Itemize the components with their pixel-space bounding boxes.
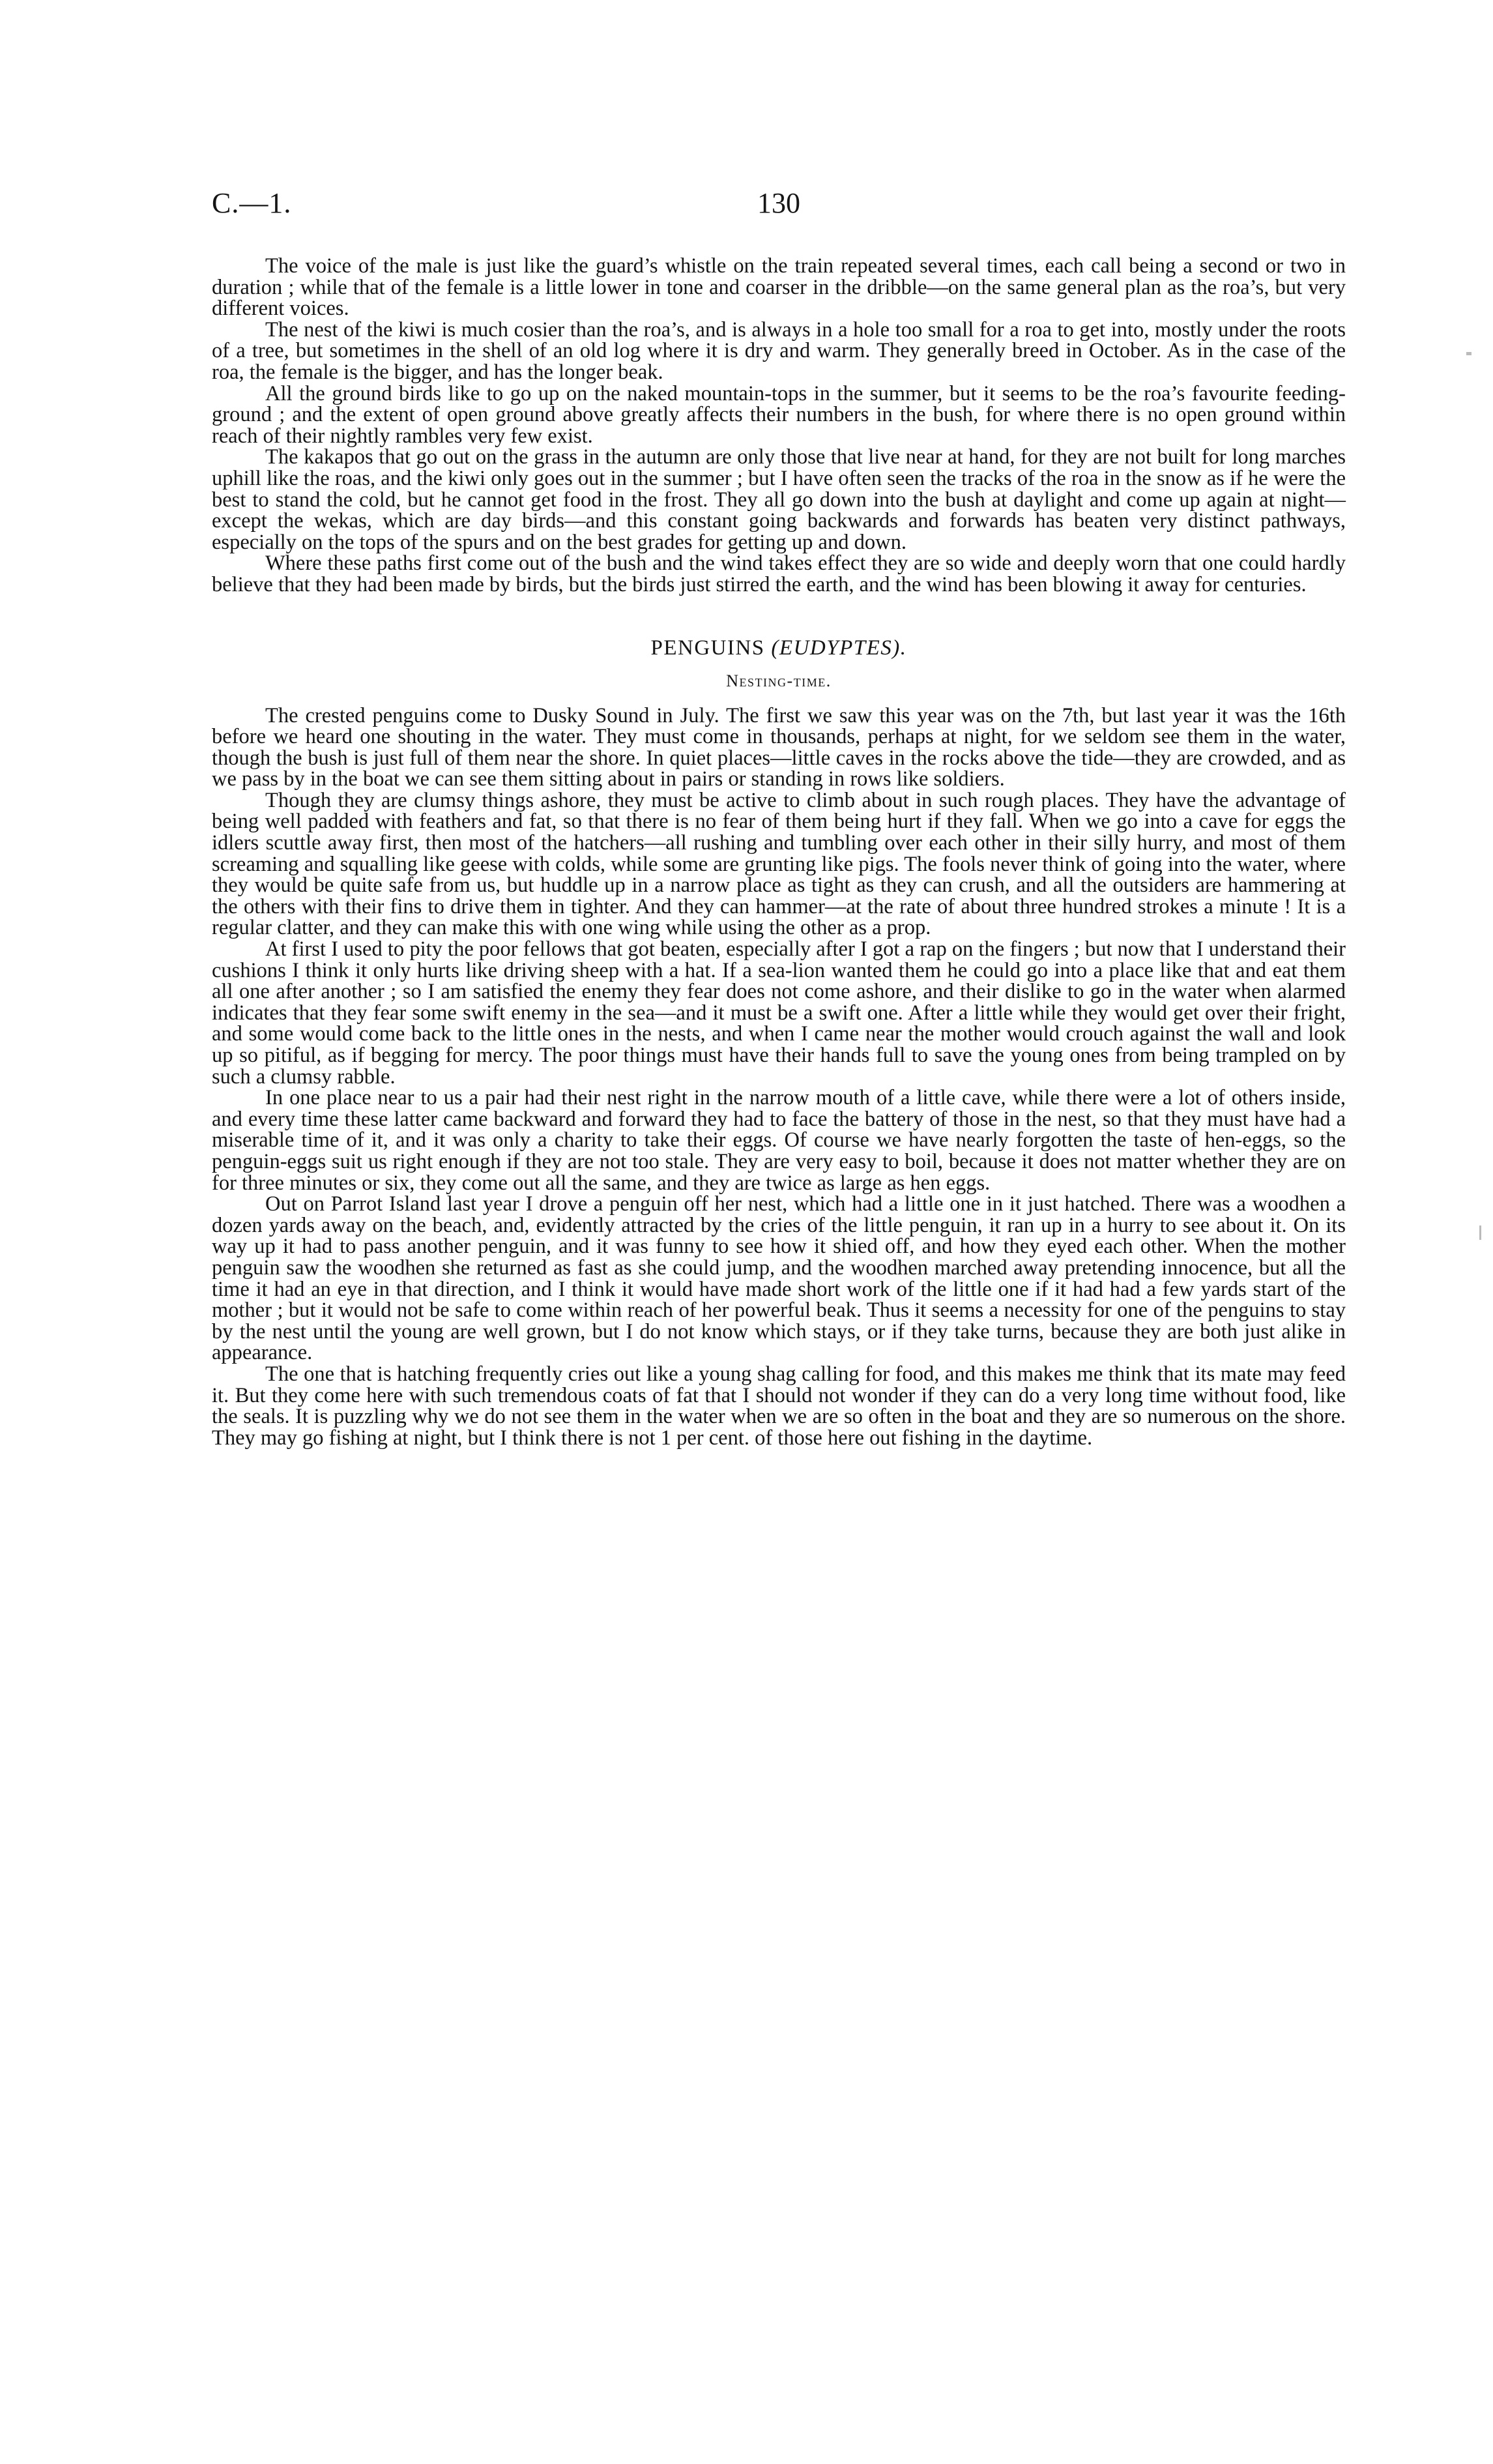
margin-mark [1466,352,1471,355]
paragraph: Where these paths first come out of the bush and the wind takes effect they are so wide and deeply worn that one could hardly believe that they had been made by birds, but the birds just stirred the earth, and the wind has been blowing it away for centuries. [212,551,1346,596]
section-title [212,635,1346,661]
section-title-latin: (EUDYPTES). [771,636,907,660]
paragraph: The kakapos that go out on the grass in the autumn are only those that live near at hand, for they are not built for long marches uphill like the roas, and the kiwi only goes out in the summer ; but I have often seen the tracks of the roa in the snow as if he were the best to stand the cold, but he cannot get food in the frost. They all go down into the bush at daylight and come up again at night—except the wekas, which are day birds—and this constant going backwards and forwards has beaten very distinct pathways, especially on the tops of the spurs and on the best grades for getting up and down. [212,445,1346,554]
paragraph: All the ground birds like to go up on the naked mountain-tops in the summer, but it seems to be the roa’s favourite feeding-ground ; and the extent of open ground above greatly affects their numbers in the bush, for where there is no open ground within reach of their nightly rambles very few exist. [212,381,1346,448]
paragraph: The nest of the kiwi is much cosier than the roa’s, and is always in a hole too small for a roa to get into, mostly under the roots of a tree, but sometimes in the shell of an old log where it is dry and warm. They generally breed in October. As in the case of the roa, the female is the bigger, and has the longer beak. [212,317,1346,384]
paragraph: The one that is hatching frequently cries out like a young shag calling for food, and this makes me think that its mate may feed it. But they come here with such tremendous coats of fat that I should not wonder if they can do a very long time without food, like the seals. It is puzzling why we do not see them in the water when we are so often in the boat and they are so numerous on the shore. They may go fishing at night, but I think there is not 1 per cent. of those here out fishing in the daytime. [212,1362,1346,1450]
section-title-text: PENGUINS [650,636,765,660]
document-code: C.—1. [212,187,292,219]
page-number: 130 [757,187,800,219]
margin-mark [1479,1225,1481,1240]
page-header [212,186,1346,226]
section-subheading: Nesting-time. [726,671,832,690]
paragraph: The voice of the male is just like the guard’s whistle on the train repeated several times, each call being a second or two in duration ; while that of the female is a little lower in tone and coarser in the dribble—on the same general plan as the roa’s, but very different voices. [212,254,1346,321]
paragraph: In one place near to us a pair had their nest right in the narrow mouth of a little cave, while there were a lot of others inside, and every time these latter came backward and forward they had to face the battery of those in the nest, so that they must have had a miserable time of it, and it was only a charity to take their eggs. Of course we have nearly forgotten the taste of hen-eggs, so the penguin-eggs suit us right enough if they are not too stale. They are very easy to boil, because it does not matter whether they are on for three minutes or six, they come out all the same, and they are twice as large as hen eggs. [212,1086,1346,1195]
paragraph: Out on Parrot Island last year I drove a penguin off her nest, which had a little one in it just hatched. There was a woodhen a dozen yards away on the beach, and, evidently attracted by the cries of the little penguin, it ran up in a hurry to see about it. On its way up it had to pass another penguin, and it was funny to see how it shied off, and how they eyed each other. When the mother penguin saw the woodhen she returned as fast as she could jump, and the woodhen marched away pretending innocence, but all the time it had an eye in that direction, and I think it would have made short work of the little one if it had had a few yards start of the mother ; but it would not be safe to come within reach of her powerful beak. Thus it seems a necessity for one of the penguins to stay by the nest until the young are well grown, but I do not know which stays, or if they take turns, because they are both just alike in appearance. [212,1192,1346,1365]
body-text [212,256,1346,1448]
paragraph: Though they are clumsy things ashore, they must be active to climb about in such rough places. They have the advantage of being well padded with feathers and fat, so that there is no fear of them being hurt if they fall. When we go into a cave for eggs the idlers scuttle away first, then most of the hatchers—all rushing and tumbling over each other in their silly hurry, and most of them screaming and squalling like geese with colds, while some are grunting like pigs. The fools never think of going into the water, where they would be quite safe from us, but huddle up in a narrow place as tight as they can crush, and all the outsiders are hammering at the others with their fins to drive them in tighter. And they can hammer—at the rate of about three hundred strokes a minute ! It is a regular clatter, and they can make this with one wing while using the other as a prop. [212,788,1346,940]
paragraph: At first I used to pity the poor fellows that got beaten, especially after I got a rap on the fingers ; but now that I understand their cushions I think it only hurts like driving sheep with a hat. If a sea-lion wanted them he could go into a place like that and eat them all one after another ; so I am satisfied the enemy they fear does not come ashore, and their dislike to go in the water when alarmed indicates that they fear some swift enemy in the sea—and it must be a swift one. After a little while they would get over their fright, and some would come back to the little ones in the nests, and when I came near the mother would crouch against the wall and look up so pitiful, as if begging for mercy. The poor things must have their hands full to save the young ones from being trampled on by such a clumsy rabble. [212,937,1346,1089]
paragraph: The crested penguins come to Dusky Sound in July. The first we saw this year was on the 7th, but last year it was the 16th before we heard one shouting in the water. They must come in thousands, perhaps at night, for we seldom see them in the water, though the bush is just full of them near the shore. In quiet places—little caves in the rocks above the tide—they are crowded, and as we pass by in the boat we can see them sitting about in pairs or standing in rows like soldiers. [212,703,1346,791]
